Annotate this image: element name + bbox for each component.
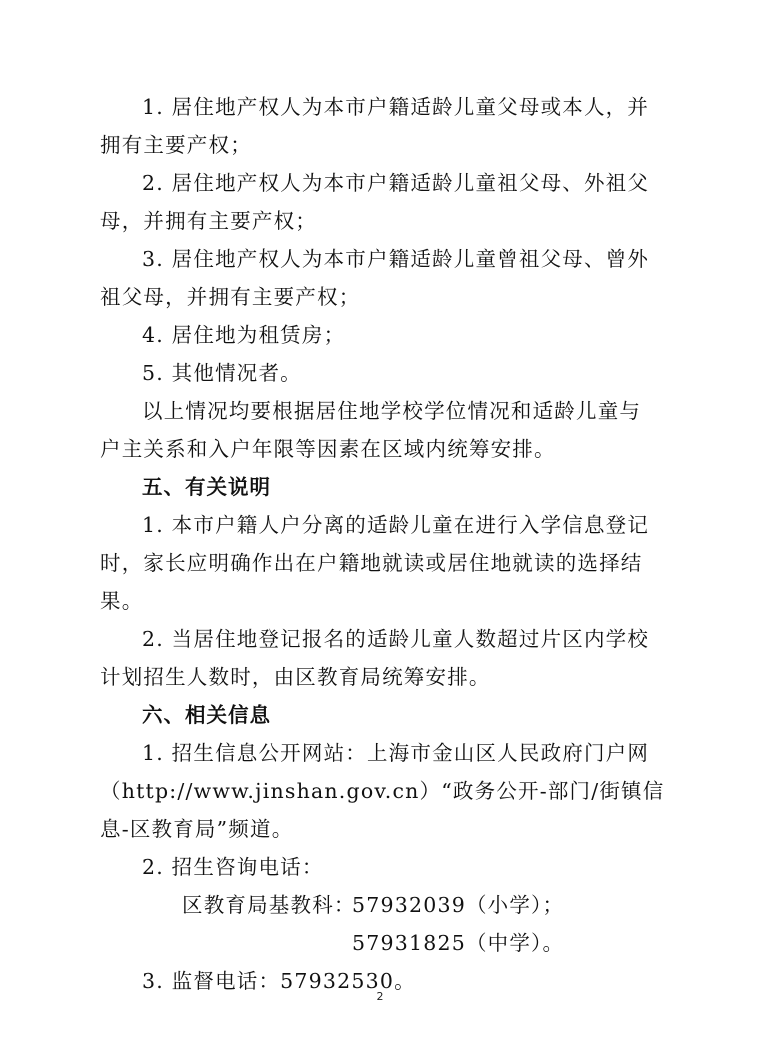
paragraph-line: （http://www.jinshan.gov.cn）“政务公开-部门/街镇信 bbox=[100, 779, 665, 803]
paragraph-line: 果。 bbox=[100, 589, 144, 613]
paragraph-line: 3. 监督电话：57932530。 bbox=[142, 969, 416, 993]
paragraph-line: 以上情况均要根据居住地学校学位情况和适龄儿童与 bbox=[142, 399, 642, 423]
paragraph-line: 时，家长应明确作出在户籍地就读或居住地就读的选择结 bbox=[100, 551, 643, 575]
section-heading: 六、相关信息 bbox=[142, 703, 271, 727]
page-number: 2 bbox=[376, 990, 384, 1003]
paragraph-line: 1. 本市户籍人户分离的适龄儿童在进行入学信息登记 bbox=[142, 513, 650, 537]
paragraph-line: 1. 居住地产权人为本市户籍适龄儿童父母或本人，并 bbox=[142, 95, 650, 119]
paragraph-line: 母，并拥有主要产权； bbox=[100, 209, 317, 233]
paragraph-line: 祖父母，并拥有主要产权； bbox=[100, 285, 361, 309]
paragraph-line: 2. 居住地产权人为本市户籍适龄儿童祖父母、外祖父 bbox=[142, 171, 650, 195]
paragraph-line: 2. 当居住地登记报名的适龄儿童人数超过片区内学校 bbox=[142, 627, 650, 651]
paragraph-line: 4. 居住地为租赁房； bbox=[142, 323, 346, 347]
paragraph-line: 拥有主要产权； bbox=[100, 133, 252, 157]
section-heading: 五、有关说明 bbox=[142, 475, 271, 499]
paragraph-line: 1. 招生信息公开网站：上海市金山区人民政府门户网 bbox=[142, 741, 650, 765]
phone-label: 区教育局基教科： bbox=[182, 893, 356, 917]
phone-number: 57931825（中学）。 bbox=[352, 931, 565, 955]
paragraph-line: 户主关系和入户年限等因素在区域内统筹安排。 bbox=[100, 437, 556, 461]
paragraph-line: 2. 招生咨询电话： bbox=[142, 855, 324, 879]
paragraph-line: 计划招生人数时，由区教育局统筹安排。 bbox=[100, 665, 491, 689]
paragraph-line: 息-区教育局”频道。 bbox=[100, 817, 294, 841]
paragraph-line: 3. 居住地产权人为本市户籍适龄儿童曾祖父母、曾外 bbox=[142, 247, 650, 271]
phone-number: 57932039（小学）； bbox=[352, 893, 565, 917]
paragraph-line: 5. 其他情况者。 bbox=[142, 361, 302, 385]
